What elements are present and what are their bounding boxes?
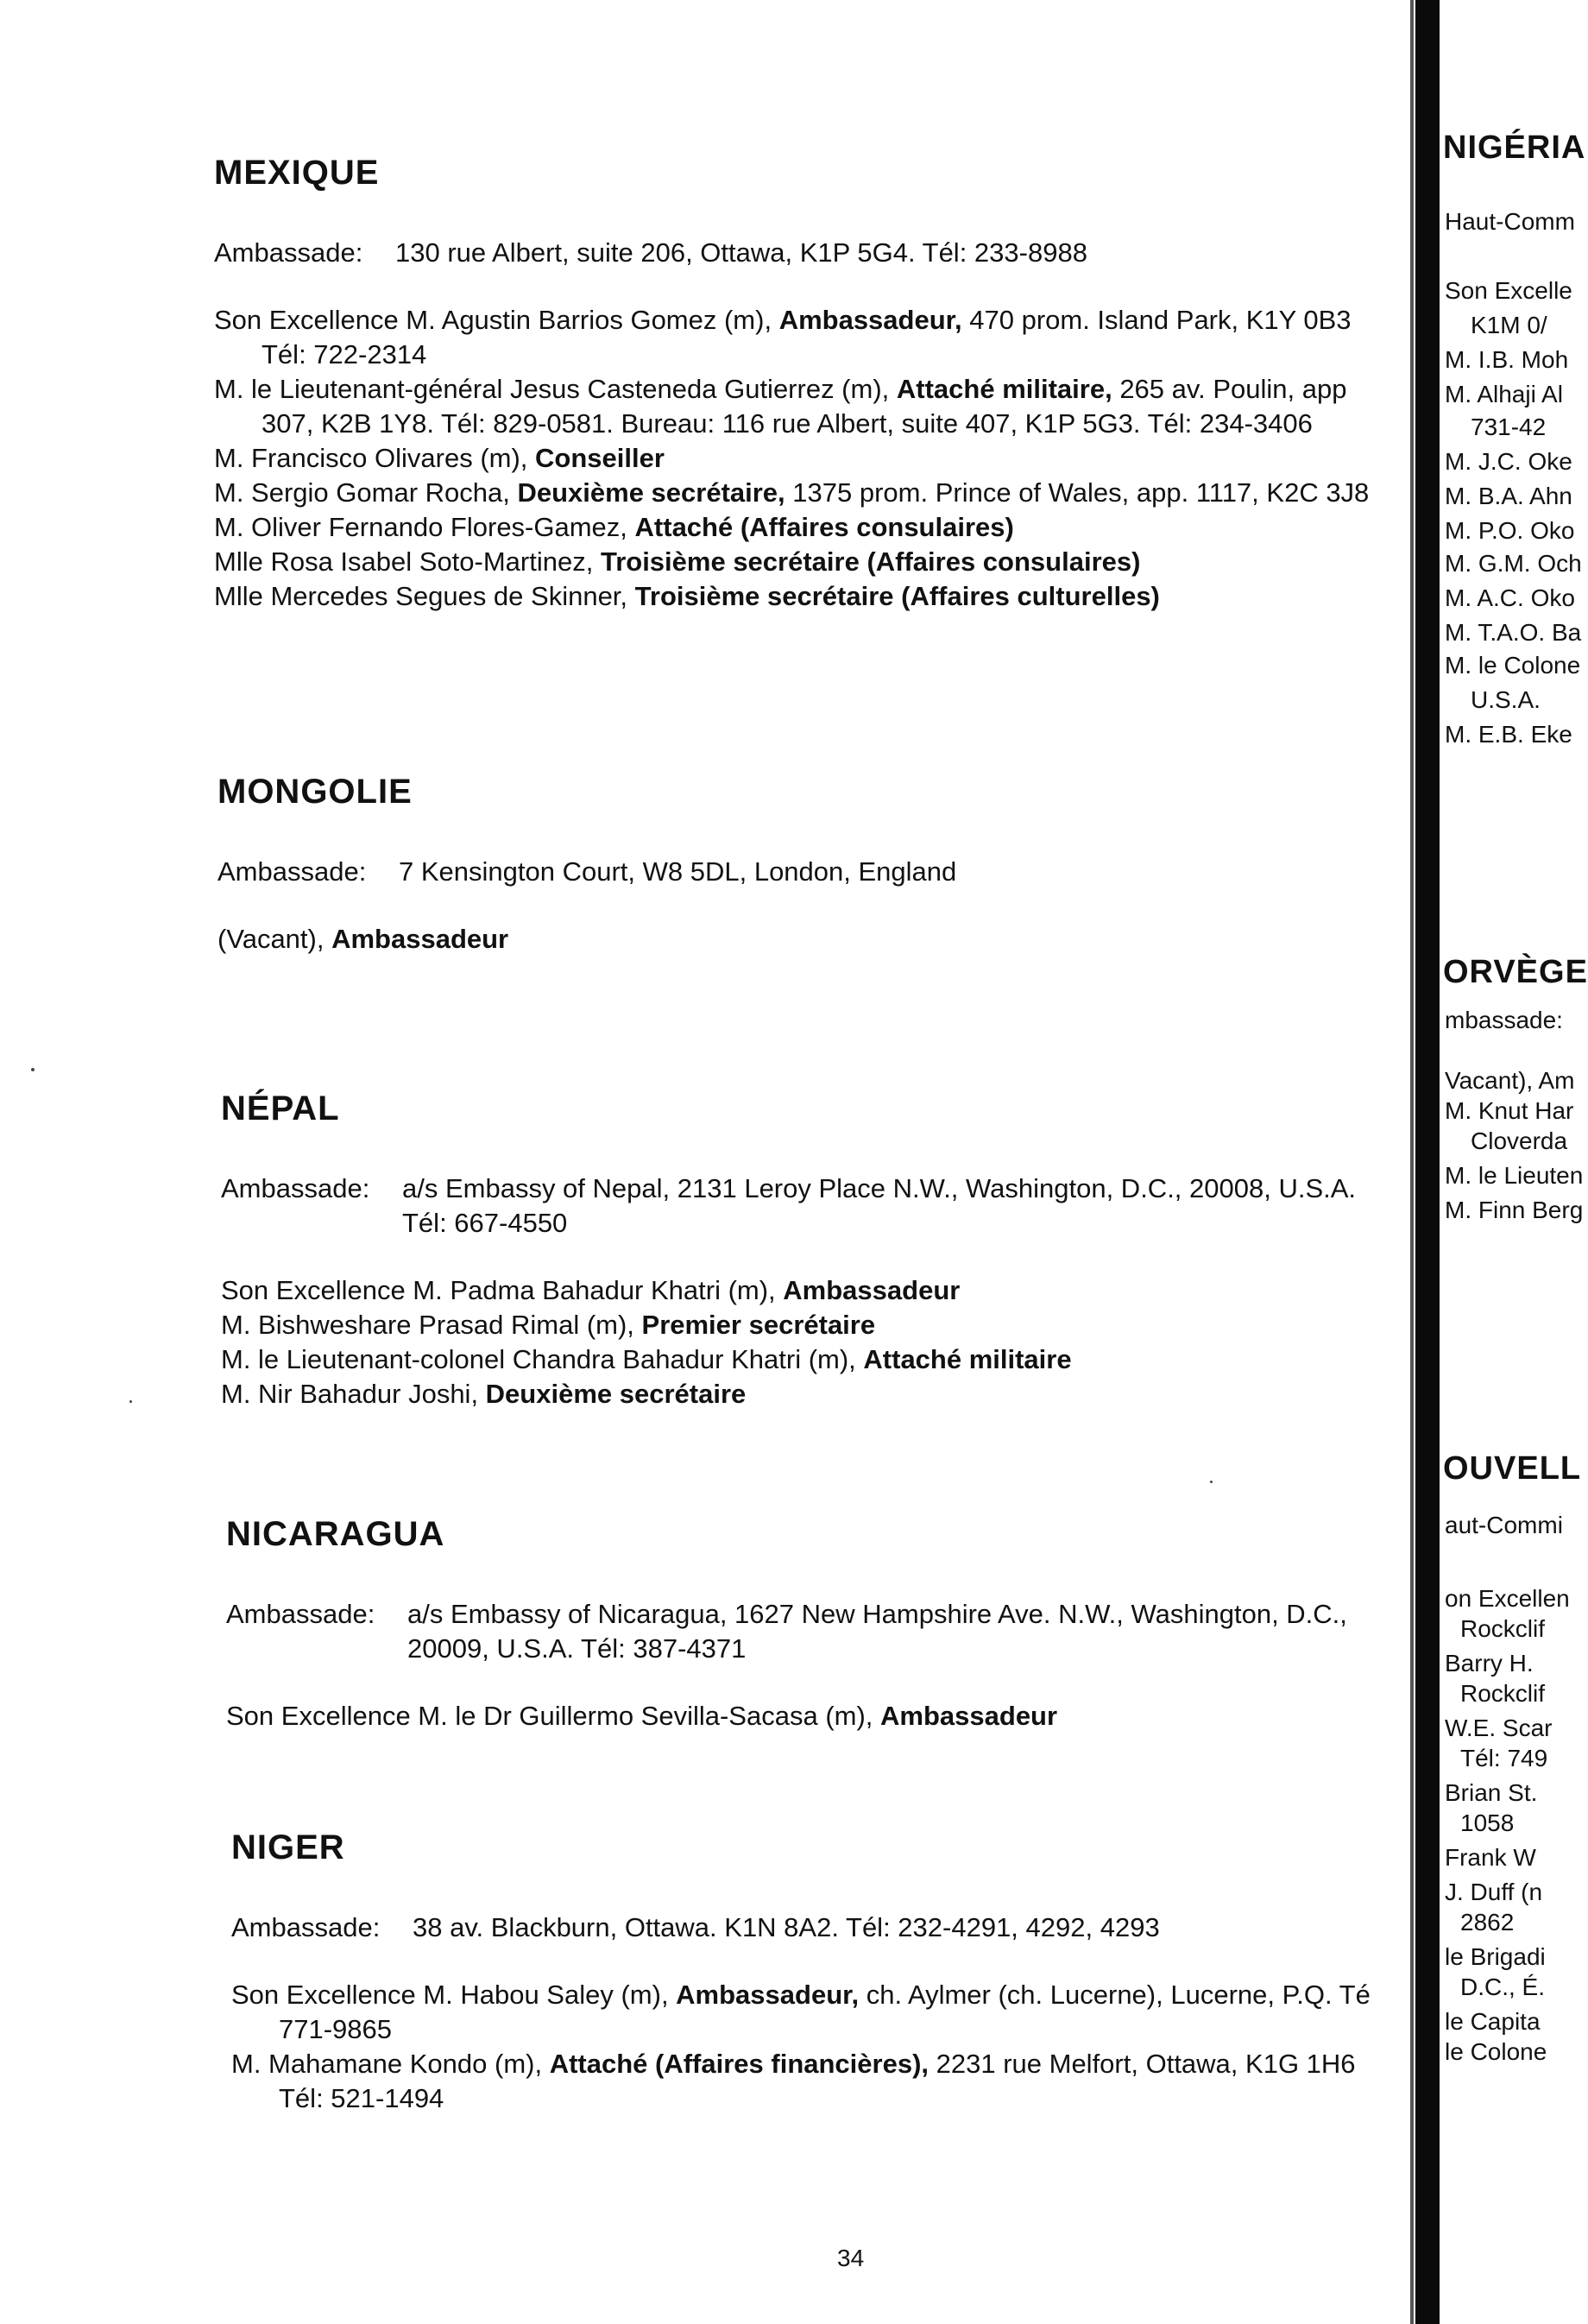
staff-entry-continuation [214,338,1440,372]
page-number: 34 [837,2245,865,2271]
staff-text: Tél: 521-1494 [279,2083,444,2113]
right-page-line: M. Knut Har [1445,1097,1574,1124]
staff-entry [214,545,1440,579]
staff-title: Ambassadeur, [676,1980,860,2010]
staff-title: Deuxième secrétaire, [517,477,785,508]
staff-text: 2231 rue Melfort, Ottawa, K1G 1H6 [929,2049,1356,2079]
address-line: 130 rue Albert, suite 206, Ottawa, K1P 5G4. Tél: 233-8988 [395,237,1087,268]
binding-gutter [1415,0,1440,2324]
staff-title: Ambassadeur, [778,305,962,335]
staff-title: Deuxième secrétaire [485,1379,747,1409]
ambassade-address [221,1171,1446,1241]
staff-entry-line [221,1342,1446,1377]
section-mongolie [217,773,1443,957]
address-line: 38 av. Blackburn, Ottawa. K1N 8A2. Tél: 232-4291, 4292, 4293 [413,1912,1160,1942]
right-heading: NIGÉRIA [1443,129,1586,166]
right-page-line: Rockclif [1460,1615,1546,1642]
staff-list [214,303,1440,614]
staff-title: Troisième secrétaire (Affaires consulaires) [600,546,1141,577]
right-page-line: M. le Colone [1445,652,1581,679]
right-page-line: 1058 [1460,1809,1515,1836]
section-title: MONGOLIE [217,773,413,811]
right-page-line: 731-42 [1471,414,1547,440]
ambassade-address [217,855,1443,889]
right-heading: ORVÈGE [1443,954,1588,990]
right-page-line: M. P.O. Oko [1445,517,1575,544]
right-page-line: W.E. Scar [1445,1715,1553,1741]
section-title: NIGER [231,1828,345,1866]
section-title: NICARAGUA [226,1515,445,1553]
staff-list [217,922,1443,957]
staff-entry-line [214,510,1440,545]
section-title: MEXIQUE [214,154,380,192]
staff-text: Son Excellence M. le Dr Guillermo Sevilla-Sacasa (m), [226,1701,881,1731]
staff-entry [231,1978,1457,2047]
staff-entry [231,2047,1457,2116]
staff-title: Conseiller [535,443,665,473]
staff-entry [217,922,1443,957]
staff-title: Attaché (Affaires consulaires) [634,512,1014,542]
right-page-line: M. le Lieuten [1445,1162,1584,1189]
section-nicaragua [226,1515,1452,1734]
right-page-line: M. A.C. Oko [1445,584,1575,611]
address-line: a/s Embassy of Nicaragua, 1627 New Hampshire Ave. N.W., Washington, D.C., [407,1599,1347,1629]
right-page-line: M. Alhaji Al [1445,381,1563,407]
right-page-line: Barry H. [1445,1650,1534,1677]
staff-entry-continuation [231,2012,1457,2047]
staff-entry [214,303,1440,372]
right-page-line: M. T.A.O. Ba [1445,619,1582,646]
staff-title: Ambassadeur [880,1701,1058,1731]
staff-entry-line [231,2047,1457,2081]
right-page-line: aut-Commi [1445,1512,1563,1538]
staff-entry [221,1308,1446,1342]
staff-text: M. Mahamane Kondo (m), [231,2049,550,2079]
staff-entry-line [214,579,1440,614]
right-page-line: on Excellen [1445,1585,1570,1612]
staff-text: Son Excellence M. Agustin Barrios Gomez (m), [214,305,779,335]
staff-text: M. Nir Bahadur Joshi, [221,1379,486,1409]
staff-entry-line [214,441,1440,476]
right-page-line: Tél: 749 [1460,1745,1548,1771]
right-page-line: M. Finn Berg [1445,1197,1584,1223]
section-niger [231,1828,1457,2116]
staff-list [231,1978,1457,2116]
staff-entry [214,476,1440,510]
staff-list [226,1699,1452,1734]
staff-text: 1375 prom. Prince of Wales, app. 1117, K2C 3J8 [785,477,1370,508]
staff-text: (Vacant), [217,924,332,954]
address-line: 20009, U.S.A. Tél: 387-4371 [407,1633,747,1664]
ambassade-label: Ambassade: [231,1912,381,1942]
right-page-line: M. E.B. Eke [1445,721,1572,748]
staff-entry-line [221,1308,1446,1342]
staff-text: 470 prom. Island Park, K1Y 0B3 [961,305,1352,335]
staff-text: Mlle Rosa Isabel Soto-Martinez, [214,546,601,577]
scan-speck [129,1400,132,1403]
staff-entry-line [214,476,1440,510]
binding-shadow [1410,0,1414,2324]
staff-title: Ambassadeur [331,924,509,954]
staff-entry [214,441,1440,476]
ambassade-label: Ambassade: [226,1599,375,1629]
right-page-line: J. Duff (n [1445,1879,1543,1905]
ambassade-address [214,236,1440,270]
staff-title: Attaché militaire, [896,374,1112,404]
staff-text: ch. Aylmer (ch. Lucerne), Lucerne, P.Q. Té [859,1980,1371,2010]
staff-entry [226,1699,1452,1734]
staff-text: 771-9865 [279,2014,393,2044]
ambassade-label: Ambassade: [217,856,367,887]
staff-text: Tél: 722-2314 [262,339,427,369]
right-page-line: M. G.M. Och [1445,550,1582,577]
right-page-line: Brian St. [1445,1779,1538,1806]
address-line: 7 Kensington Court, W8 5DL, London, England [399,856,957,887]
staff-title: Troisième secrétaire (Affaires culturelles) [634,581,1160,611]
right-page-line: K1M 0/ [1471,312,1547,338]
right-page-line: Vacant), Am [1445,1067,1575,1094]
right-page-line: M. I.B. Moh [1445,346,1569,373]
address-line: Tél: 667-4550 [402,1208,568,1238]
staff-title: Attaché (Affaires financières), [549,2049,929,2079]
ambassade-label: Ambassade: [221,1173,370,1203]
staff-text: M. Sergio Gomar Rocha, [214,477,518,508]
right-page-line: D.C., É. [1460,1974,1546,2000]
ambassade-label: Ambassade: [214,237,363,268]
staff-title: Ambassadeur [783,1275,961,1305]
ambassade-address [226,1597,1452,1666]
right-page-line: 2862 [1460,1909,1515,1936]
staff-entry-continuation [231,2081,1457,2116]
right-page-line: Rockclif [1460,1680,1546,1707]
right-page-cropped [1440,0,1588,2324]
staff-entry-line [214,545,1440,579]
right-page-line: M. B.A. Ahn [1445,483,1572,509]
staff-entry [214,510,1440,545]
staff-text: Son Excellence M. Habou Saley (m), [231,1980,677,2010]
staff-text: M. Oliver Fernando Flores-Gamez, [214,512,635,542]
staff-text: 265 av. Poulin, app [1112,374,1347,404]
staff-text: M. Francisco Olivares (m), [214,443,536,473]
staff-list [221,1273,1446,1411]
staff-entry-line [221,1273,1446,1308]
section-mexique [214,154,1440,614]
section-nepal [221,1089,1446,1411]
ambassade-address [231,1910,1457,1945]
right-page-line: Son Excelle [1445,277,1572,304]
staff-text: M. le Lieutenant-colonel Chandra Bahadur Khatri (m), [221,1344,864,1374]
right-heading: OUVELL [1443,1450,1582,1487]
staff-entry-continuation [214,407,1440,441]
staff-entry-line [217,922,1443,957]
staff-entry [221,1273,1446,1308]
address-line: a/s Embassy of Nepal, 2131 Leroy Place N.W., Washington, D.C., 20008, U.S.A. [402,1173,1357,1203]
right-page-line: le Colone [1445,2038,1547,2065]
staff-text: M. Bishweshare Prasad Rimal (m), [221,1310,642,1340]
right-page-line: M. J.C. Oke [1445,448,1572,475]
staff-entry [214,372,1440,441]
staff-entry-line [226,1699,1452,1734]
staff-text: Mlle Mercedes Segues de Skinner, [214,581,635,611]
right-page-line: U.S.A. [1471,686,1541,713]
right-page-line: Frank W [1445,1844,1536,1871]
staff-entry [214,579,1440,614]
right-page-line: mbassade: [1445,1007,1563,1033]
staff-text: 307, K2B 1Y8. Tél: 829-0581. Bureau: 116 rue Albert, suite 407, K1P 5G3. Tél: 234-3406 [262,408,1313,439]
staff-entry-line [214,303,1440,338]
staff-entry-line [231,1978,1457,2012]
right-page-line: le Brigadi [1445,1943,1546,1970]
scan-speck [1210,1481,1213,1483]
right-page-line: Cloverda [1471,1127,1568,1154]
staff-title: Attaché militaire [863,1344,1072,1374]
staff-entry-line [214,372,1440,407]
right-page-line: le Capita [1445,2008,1541,2035]
section-title: NÉPAL [221,1089,340,1127]
staff-text: Son Excellence M. Padma Bahadur Khatri (m), [221,1275,784,1305]
right-page-line: Haut-Comm [1445,208,1575,235]
staff-entry [221,1342,1446,1377]
staff-text: M. le Lieutenant-général Jesus Casteneda Gutierrez (m), [214,374,897,404]
staff-entry-line [221,1377,1446,1411]
scan-speck [31,1068,35,1071]
staff-entry [221,1377,1446,1411]
staff-title: Premier secrétaire [641,1310,876,1340]
